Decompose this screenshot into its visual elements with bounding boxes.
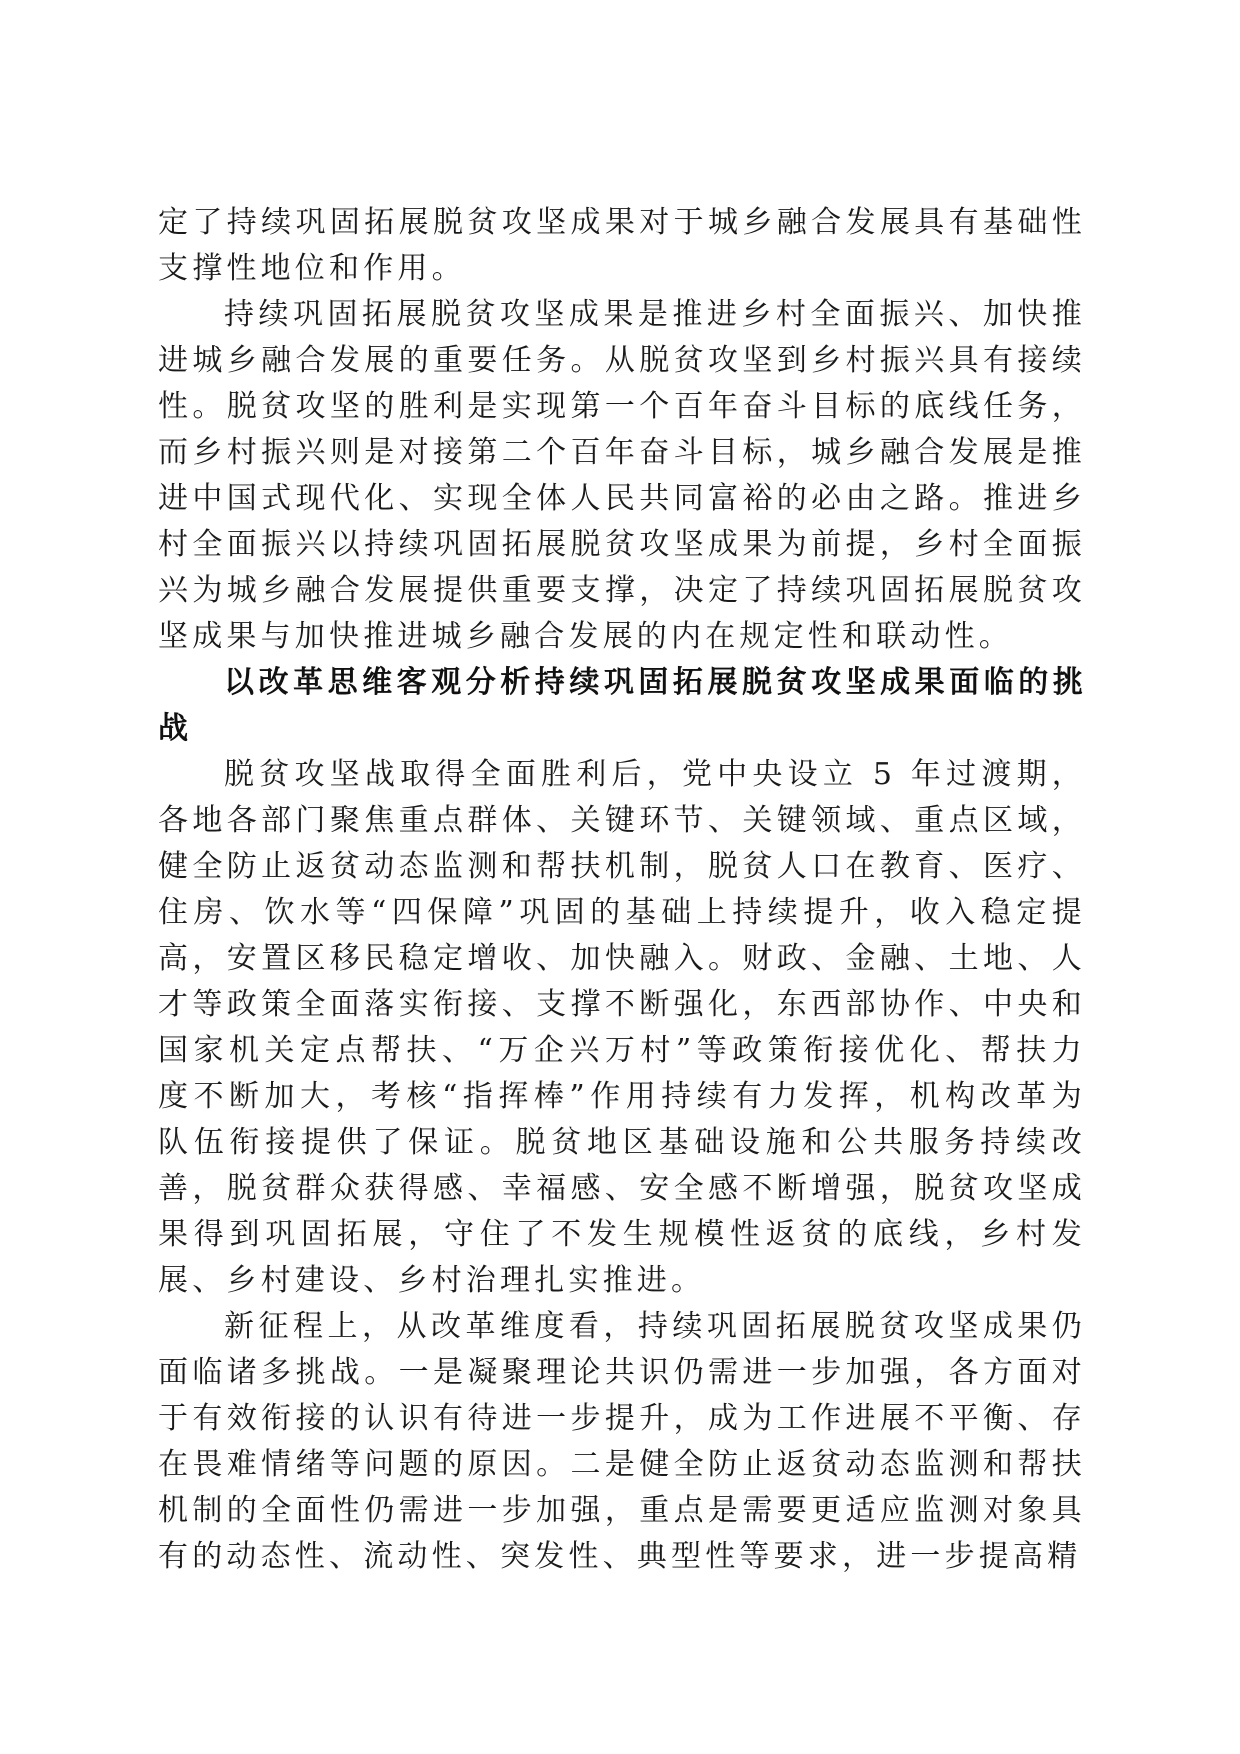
body-paragraph-3: 脱贫攻坚战取得全面胜利后，党中央设立 5 年过渡期，各地各部门聚焦重点群体、关键环节、关键领域、重点区域，健全防止返贫动态监测和帮扶机制，脱贫人口在教育、医疗、住房、饮水等“四保障”巩固的基础上持续提升，收入稳定提高，安置区移民稳定增收、加快融入。财政、金融、土地、人才等政策全面落实衔接、支撑不断强化，东西部协作、中央和国家机关定点帮扶、“万企兴万村”等政策衔接优化、帮扶力度不断加大，考核“指挥棒”作用持续有力发挥，机构改革为队伍衔接提供了保证。脱贫地区基础设施和公共服务持续改善，脱贫群众获得感、幸福感、安全感不断增强，脱贫攻坚成果得到巩固拓展，守住了不发生规模性返贫的底线，乡村发展、乡村建设、乡村治理扎实推进。 xyxy=(158,757,1086,1298)
section-heading: 以改革思维客观分析持续巩固拓展脱贫攻坚成果面临的挑战 xyxy=(158,665,1086,746)
document-page xyxy=(158,200,1086,1580)
body-paragraph-2: 持续巩固拓展脱贫攻坚成果是推进乡村全面振兴、加快推进城乡融合发展的重要任务。从脱贫攻坚到乡村振兴具有接续性。脱贫攻坚的胜利是实现第一个百年奋斗目标的底线任务，而乡村振兴则是对接第二个百年奋斗目标，城乡融合发展是推进中国式现代化、实现全体人民共同富裕的必由之路。推进乡村全面振兴以持续巩固拓展脱贫攻坚成果为前提，乡村全面振兴为城乡融合发展提供重要支撑，决定了持续巩固拓展脱贫攻坚成果与加快推进城乡融合发展的内在规定性和联动性。 xyxy=(158,297,1086,654)
body-paragraph-4: 新征程上，从改革维度看，持续巩固拓展脱贫攻坚成果仍面临诸多挑战。一是凝聚理论共识仍需进一步加强，各方面对于有效衔接的认识有待进一步提升，成为工作进展不平衡、存在畏难情绪等问题的原因。二是健全防止返贫动态监测和帮扶机制的全面性仍需进一步加强，重点是需要更适应监测对象具有的动态性、流动性、突发性、典型性等要求，进一步提高精 xyxy=(158,1309,1086,1574)
body-paragraph-1: 定了持续巩固拓展脱贫攻坚成果对于城乡融合发展具有基础性支撑性地位和作用。 xyxy=(158,205,1086,286)
